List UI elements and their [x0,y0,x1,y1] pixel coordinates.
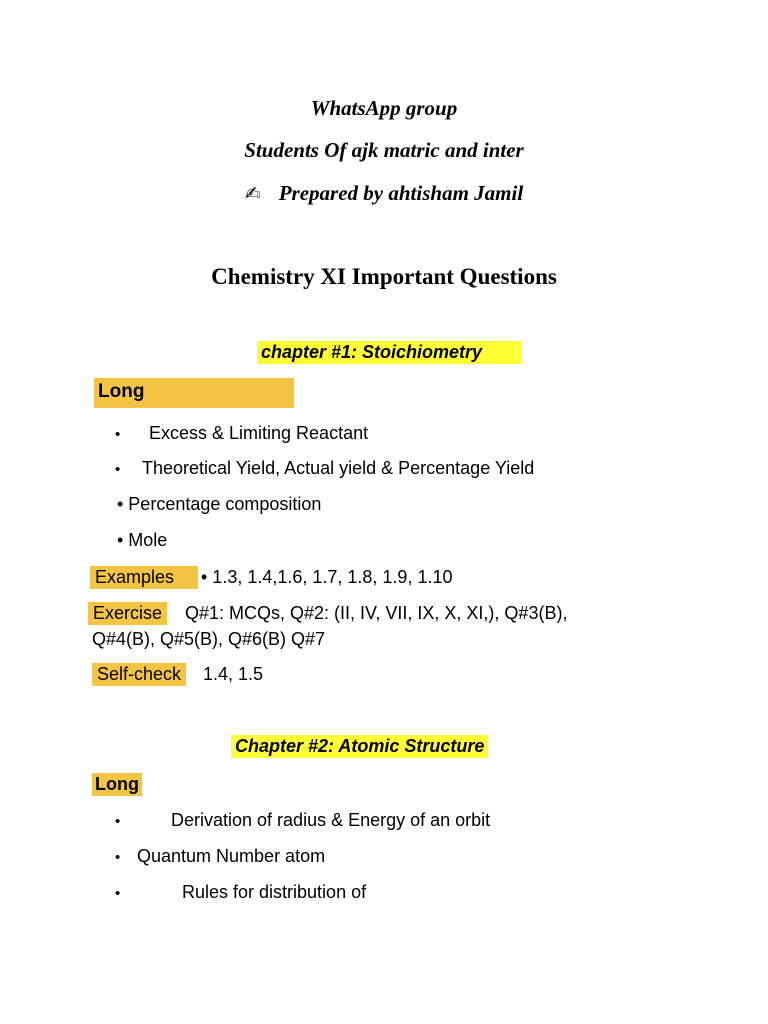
chapter2-long-label: Long [92,773,142,796]
chapter1-item-3: • Percentage composition [117,494,322,514]
prepared-line [0,181,768,206]
chapter1-item-2: Theoretical Yield, Actual yield & Percentage Yield [142,458,535,478]
chapter2-item-1: Derivation of radius & Energy of an orbit [171,810,491,830]
chapter2-item-2: Quantum Number atom [137,846,326,866]
prepared-text: Prepared by ahtisham Jamil [278,181,524,205]
students-line: Students Of ajk matric and inter [244,138,524,162]
document-title: Chemistry XI Important Questions [211,264,557,289]
exercise-label: Exercise [88,602,167,625]
bullet-icon: • [115,461,121,478]
bullet-icon: • [115,849,121,866]
selfcheck-label: Self-check [92,663,186,686]
chapter2-heading: Chapter #2: Atomic Structure [231,735,488,758]
chapter1-item-4: • Mole [117,530,168,550]
chapter1-heading: chapter #1: Stoichiometry [257,341,521,364]
exercise-value-line2: Q#4(B), Q#5(B), Q#6(B) Q#7 [92,629,326,649]
examples-label: Examples [90,566,198,589]
bullet-icon: • [115,885,121,902]
bullet-icon: • [115,426,121,443]
bullet-icon: • [115,813,121,830]
examples-value: • 1.3, 1.4,1.6, 1.7, 1.8, 1.9, 1.10 [201,567,453,587]
chapter1-long-label: Long [94,378,294,408]
selfcheck-value: 1.4, 1.5 [203,664,264,684]
chapter1-item-1: Excess & Limiting Reactant [149,423,369,443]
chapter2-item-3: Rules for distribution of [182,882,367,902]
group-line: WhatsApp group [310,96,458,120]
pen-writing-icon: ✍ [244,183,261,205]
exercise-value-line1: Q#1: MCQs, Q#2: (II, IV, VII, IX, X, XI,), Q#3(B), [185,603,568,623]
